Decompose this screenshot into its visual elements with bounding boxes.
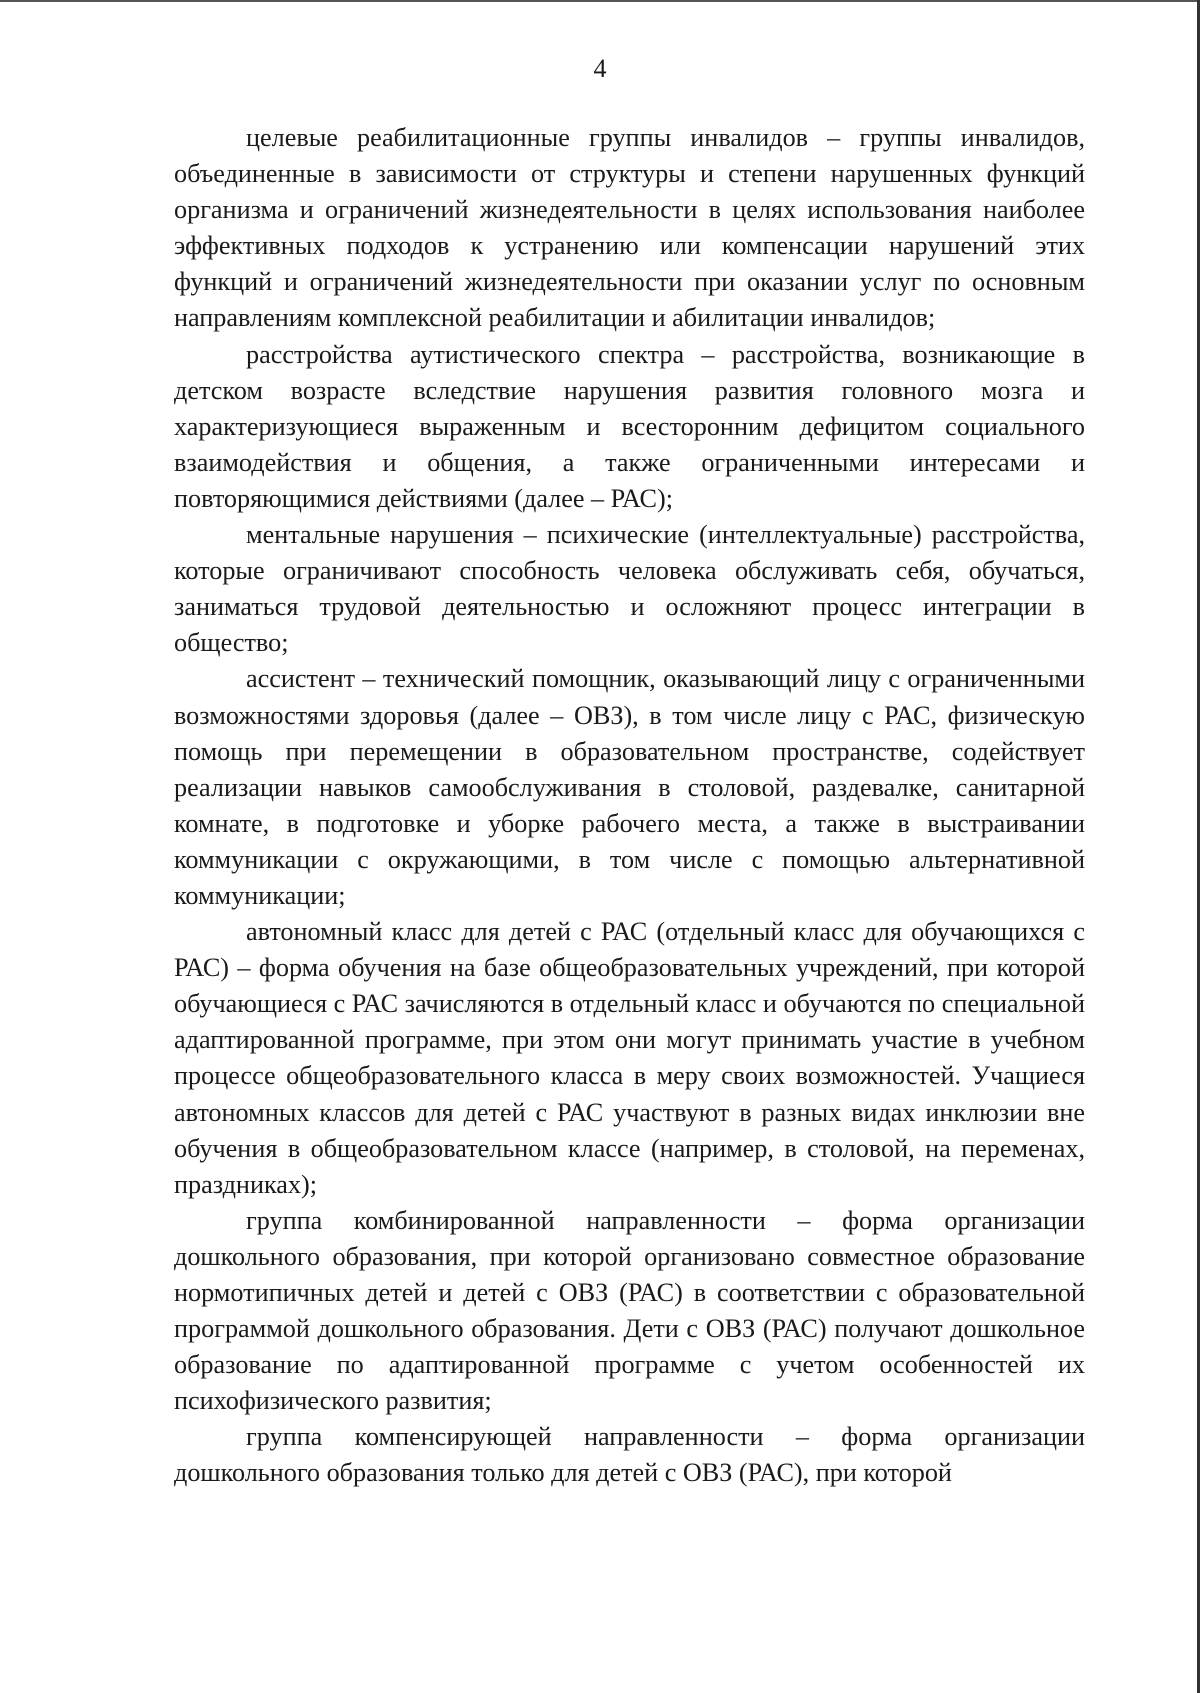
paragraph-target-rehab-groups: целевые реабилитационные группы инвалидов – группы инвалидов, объединенные в зависимости от структуры и степени нарушенных функций организма и ограничений жизнедеятельности в целях использования наиболее эффективных подходов к устранению или компенсации нарушений этих функций и ограничений жизнедеятельности при оказании услуг по основным направлениям комплексной реабилитации и абилитации инвалидов; — [174, 123, 1085, 333]
body-text — [174, 120, 1085, 1492]
paragraph-assistant: ассистент – технический помощник, оказывающий лицу с ограниченными возможностями здоровья (далее – ОВЗ), в том числе лицу с РАС, физическую помощь при перемещении в образовательном пространстве, содействует реализации навыков самообслуживания в столовой, раздевалке, санитарной комнате, в подготовке и уборке рабочего места, а также в выстраивании коммуникации с окружающими, в том числе с помощью альтернативной коммуникации; — [174, 664, 1085, 910]
paragraph-compensating-group: группа компенсирующей направленности – форма организации дошкольного образования только для детей с ОВЗ (РАС), при которой — [174, 1422, 1085, 1488]
scan-edge-top — [0, 0, 1200, 2]
paragraph-autonomous-class: автономный класс для детей с РАС (отдельный класс для обучающихся с РАС) – форма обучения на базе общеобразовательных учреждений, при которой обучающиеся с РАС зачисляются в отдельный класс и обучаются по специальной адаптированной программе, при этом они могут принимать участие в учебном процессе общеобразовательного класса в меру своих возможностей. Учащиеся автономных классов для детей с РАС участвуют в разных видах инклюзии вне обучения в общеобразовательном классе (например, в столовой, на переменах, праздниках); — [174, 917, 1085, 1199]
paragraph-combined-group: группа комбинированной направленности – форма организации дошкольного образования, при которой организовано совместное образование нормотипичных детей и детей с ОВЗ (РАС) в соответствии с образовательной программой дошкольного образования. Дети с ОВЗ (РАС) получают дошкольное образование по адаптированной программе с учетом особенностей их психофизического развития; — [174, 1205, 1085, 1416]
paragraph-autism-spectrum-disorders: расстройства аутистического спектра – расстройства, возникающие в детском возрасте вследствие нарушения развития головного мозга и характеризующиеся выраженным и всесторонним дефицитом социального взаимодействия и общения, а также ограниченными интересами и повторяющимися действиями (далее – РАС); — [174, 339, 1085, 513]
page-number: 4 — [593, 54, 607, 83]
paragraph-mental-disorders: ментальные нарушения – психические (интеллектуальные) расстройства, которые ограничивают способность человека обслуживать себя, обучаться, заниматься трудовой деятельностью и осложняют процесс интеграции в общество; — [174, 520, 1085, 658]
